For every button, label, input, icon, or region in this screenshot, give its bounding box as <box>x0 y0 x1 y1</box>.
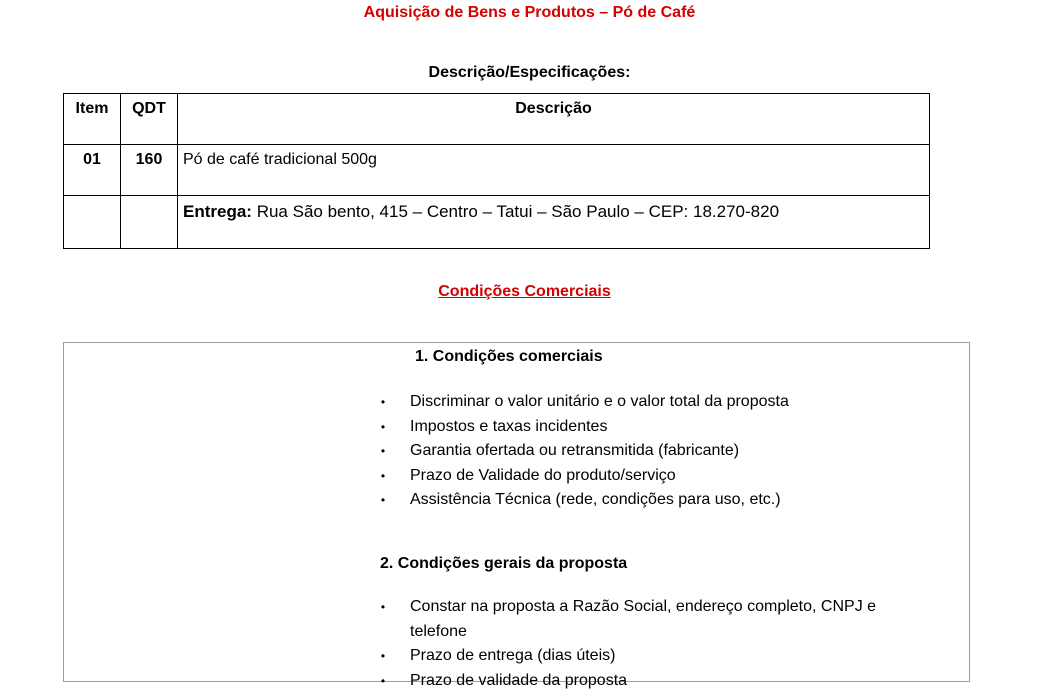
bullet-icon: • <box>378 390 388 415</box>
bullet-icon: • <box>378 415 388 440</box>
list-item: • Discriminar o valor unitário e o valor total da proposta <box>378 390 938 415</box>
section1-list <box>378 390 938 513</box>
list-item: • Impostos e taxas incidentes <box>378 415 938 440</box>
section1-title: 1. Condições comerciais <box>415 348 603 366</box>
bullet-icon: • <box>378 644 388 669</box>
list-item: • Garantia ofertada ou retransmitida (fabricante) <box>378 439 938 464</box>
table-header-row <box>64 94 930 145</box>
bullet-icon: • <box>378 488 388 513</box>
bullet-icon: • <box>378 439 388 464</box>
cell-qdt: 160 <box>121 145 178 196</box>
section2-title: 2. Condições gerais da proposta <box>380 555 627 573</box>
cell-item-empty <box>64 196 121 249</box>
bullet-icon: • <box>378 669 388 693</box>
delivery-address: Rua São bento, 415 – Centro – Tatui – São Paulo – CEP: 18.270-820 <box>252 202 779 221</box>
commercial-conditions-heading: Condições Comerciais <box>0 283 1049 301</box>
cell-qdt-empty <box>121 196 178 249</box>
specifications-table <box>63 93 930 249</box>
header-qdt: QDT <box>121 94 178 145</box>
cell-item: 01 <box>64 145 121 196</box>
delivery-label: Entrega: <box>183 202 252 221</box>
bullet-icon: • <box>378 464 388 489</box>
specifications-subtitle: Descrição/Especificações: <box>0 64 1059 82</box>
table-row <box>64 196 930 249</box>
cell-description: Pó de café tradicional 500g <box>178 145 930 196</box>
section2-list <box>378 595 918 693</box>
header-description: Descrição <box>178 94 930 145</box>
list-item: • Prazo de entrega (dias úteis) <box>378 644 918 669</box>
cell-delivery <box>178 196 930 249</box>
table-row <box>64 145 930 196</box>
list-item: • Constar na proposta a Razão Social, endereço completo, CNPJ e telefone <box>378 595 918 644</box>
list-item: • Prazo de Validade do produto/serviço <box>378 464 938 489</box>
list-item: • Assistência Técnica (rede, condições para uso, etc.) <box>378 488 938 513</box>
bullet-icon: • <box>378 595 388 620</box>
list-item: • Prazo de validade da proposta <box>378 669 918 693</box>
document-title: Aquisição de Bens e Produtos – Pó de Café <box>0 4 1059 22</box>
header-item: Item <box>64 94 121 145</box>
